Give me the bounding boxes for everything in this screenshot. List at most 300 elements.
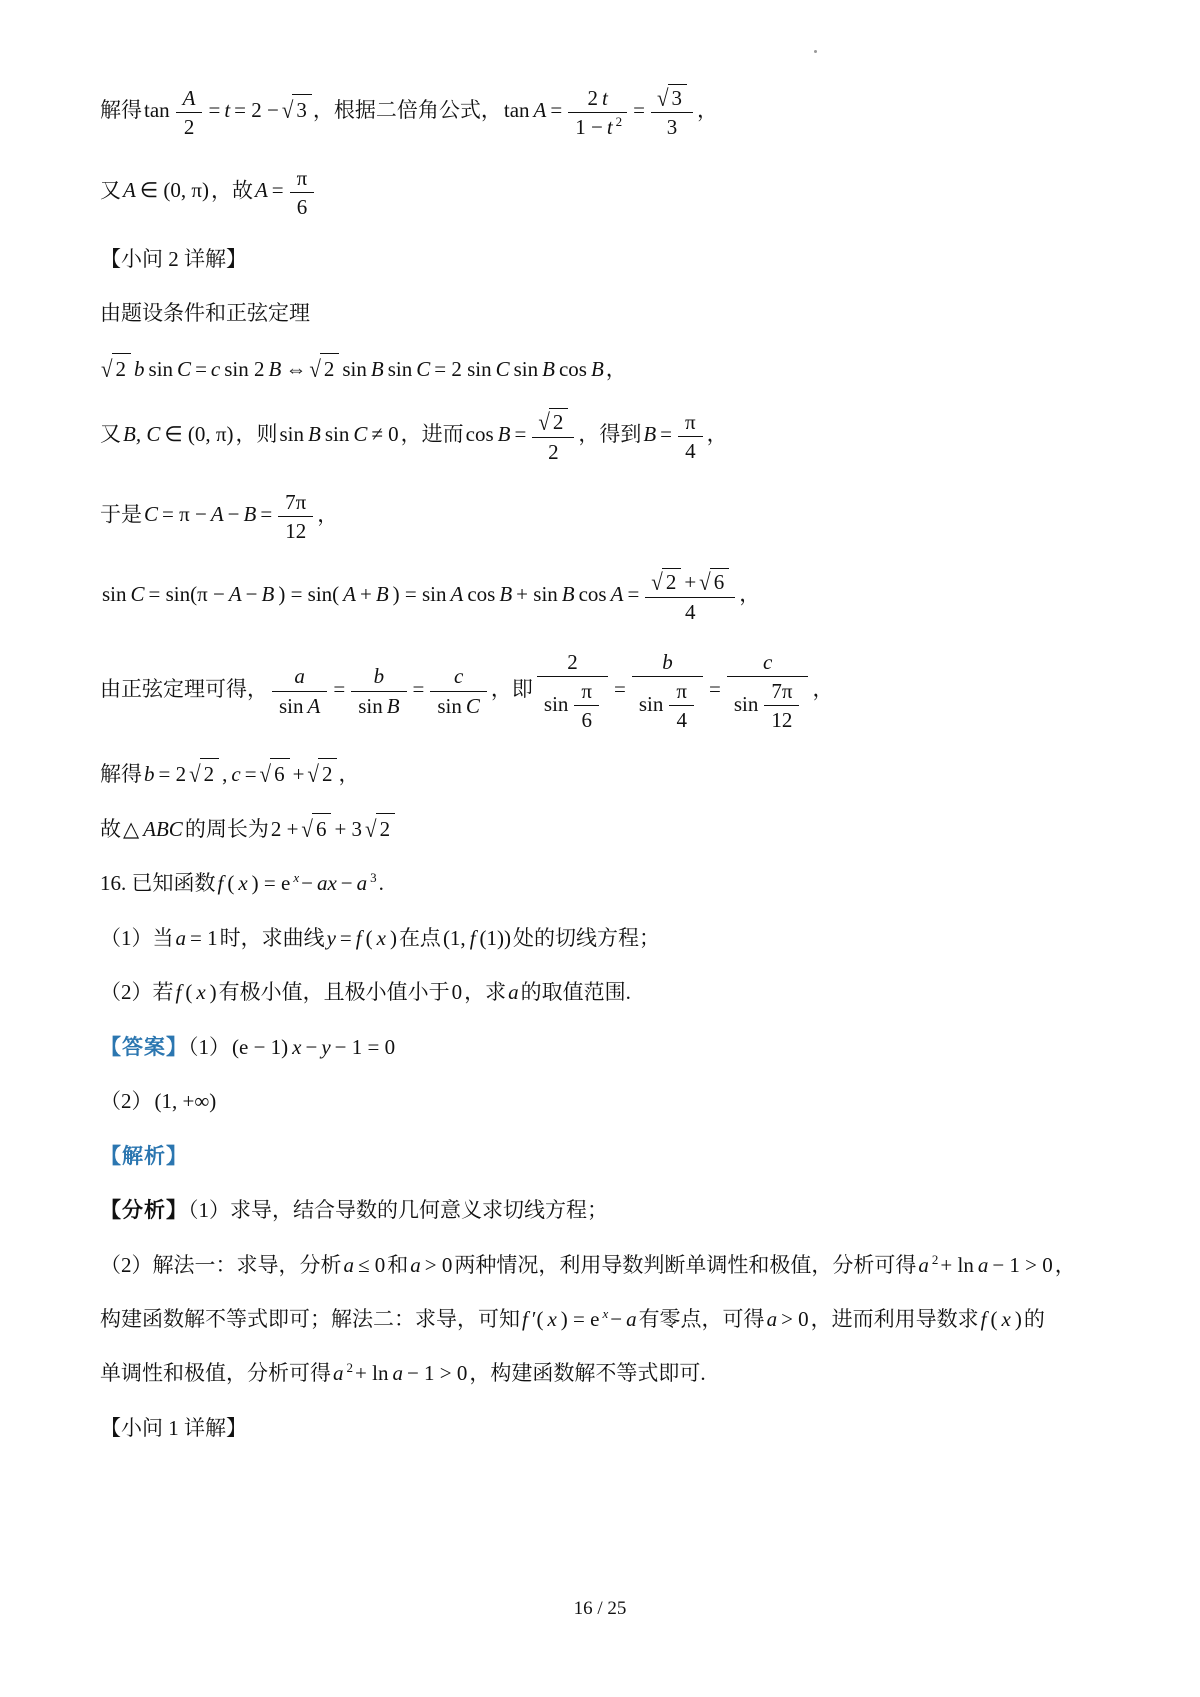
- radical-sign: √: [259, 760, 272, 787]
- math-operator: 12: [285, 519, 307, 544]
- math-variable: A: [210, 502, 224, 527]
- text-run: ，: [1054, 1252, 1076, 1277]
- math-variable: f: [217, 871, 224, 896]
- text-run: 时，求曲线: [219, 925, 325, 950]
- math-operator: 6: [274, 761, 285, 786]
- math-variable: C: [144, 502, 159, 527]
- fraction-denominator: [290, 193, 315, 220]
- radicand: [710, 568, 730, 595]
- math-operator: sin: [437, 693, 462, 718]
- math-fraction: [532, 408, 574, 465]
- math-operator: 2: [548, 439, 559, 464]
- fraction-numerator: [537, 649, 608, 677]
- fraction-numerator: [430, 663, 487, 691]
- math-operator: π: [296, 165, 308, 190]
- math-variable: f: [469, 925, 476, 950]
- text-run: ，求: [464, 980, 507, 1005]
- math-variable: B: [261, 582, 275, 607]
- math-operator: 2: [115, 356, 127, 381]
- radicand: [200, 758, 220, 789]
- math-operator: =: [260, 502, 273, 527]
- math-variable: f: [980, 1306, 987, 1331]
- math-operator: 4: [685, 439, 696, 464]
- math-operator: =: [633, 98, 646, 123]
- fraction-denominator: [568, 113, 627, 140]
- math-operator: =: [627, 582, 640, 607]
- math-operator: sin: [148, 356, 174, 381]
- math-variable: f: [522, 1306, 528, 1331]
- math-operator: 0: [451, 980, 463, 1005]
- math-fraction: [645, 568, 735, 625]
- math-operator: 2: [552, 410, 564, 435]
- fraction-numerator: [669, 678, 694, 706]
- fraction-numerator: [272, 663, 327, 691]
- math-operator: =: [271, 178, 284, 203]
- math-operator: −: [245, 582, 258, 607]
- math-operator: 3: [671, 86, 683, 110]
- radicand: [318, 758, 338, 789]
- fraction-denominator: [272, 692, 327, 719]
- radical-sign: √: [365, 815, 377, 843]
- math-operator: =: [412, 677, 425, 701]
- math-superscript: 2: [346, 1360, 354, 1376]
- fraction-numerator: [727, 649, 809, 677]
- text-run: 有极小值，且极小值小于: [218, 980, 450, 1005]
- math-operator: cos: [558, 356, 587, 381]
- math-operator: 7π: [771, 679, 793, 704]
- text-run: （1）当: [100, 925, 174, 950]
- math-fraction: [727, 649, 809, 734]
- math-operator: −: [301, 871, 313, 896]
- fraction-numerator: [568, 85, 627, 113]
- math-operator: > 0: [781, 1306, 809, 1331]
- math-variable: A: [123, 178, 136, 203]
- math-variable: a: [918, 1252, 929, 1277]
- answer-part-1: [100, 1032, 1108, 1062]
- math-variable: A: [228, 582, 242, 607]
- text-run: 16. 已知函数: [100, 871, 216, 896]
- math-operator: tan: [144, 98, 170, 123]
- math-variable: b: [662, 649, 673, 674]
- math-variable: ABC: [143, 817, 183, 841]
- math-operator: =: [709, 677, 721, 701]
- text-run: 【小问 1 详解】: [100, 1415, 247, 1440]
- math-variable: b: [134, 356, 145, 381]
- radical-sign: √: [281, 96, 294, 124]
- analysis-label: 【分析】: [100, 1198, 188, 1223]
- fraction-numerator: [290, 165, 315, 193]
- math-variable: B, C: [123, 422, 161, 447]
- math-operator: =: [660, 422, 673, 447]
- math-operator: △: [123, 817, 140, 841]
- math-variable: t: [224, 98, 231, 123]
- math-operator: π: [676, 679, 687, 704]
- text-run: （2）若: [100, 980, 174, 1005]
- math-fraction: [351, 663, 406, 719]
- math-sqrt: [282, 94, 312, 125]
- math-variable: x: [376, 925, 386, 950]
- math-variable: B: [370, 356, 384, 381]
- sin-c-expansion-line: [100, 568, 1108, 625]
- fraction-denominator: [532, 438, 574, 465]
- math-fraction: [651, 84, 693, 141]
- math-operator: ≤ 0: [358, 1252, 386, 1277]
- math-operator: sin: [279, 693, 304, 718]
- math-operator: sin: [638, 691, 664, 716]
- text-run: 又: [100, 422, 121, 447]
- fraction-numerator: [764, 678, 799, 706]
- math-variable: x: [292, 1034, 302, 1059]
- math-operator: sin: [543, 691, 569, 716]
- math-variable: t: [602, 85, 608, 110]
- math-fraction: [574, 678, 599, 734]
- math-variable: a: [766, 1306, 778, 1331]
- radicand: [270, 758, 290, 789]
- fraction-numerator: [574, 678, 599, 706]
- sine-equation-line: [100, 353, 1108, 384]
- math-operator: = 2 −: [234, 98, 279, 123]
- fraction-numerator: [176, 85, 203, 113]
- math-operator: ): [389, 925, 397, 950]
- math-variable: B: [308, 422, 321, 447]
- math-operator: 2: [587, 85, 599, 110]
- text-run: 的周长为: [184, 817, 269, 841]
- math-operator: +: [684, 570, 697, 595]
- math-operator: − 1 > 0: [406, 1361, 468, 1386]
- math-operator: 6: [713, 570, 725, 595]
- math-operator: ≠ 0: [371, 422, 399, 447]
- math-sqrt: [307, 758, 337, 789]
- math-superscript: x: [602, 1305, 609, 1321]
- math-operator: ∈ (0, π): [164, 422, 234, 447]
- math-operator: sin 2: [224, 356, 265, 381]
- math-variable: C: [353, 422, 368, 447]
- math-operator: 4: [684, 599, 696, 624]
- fraction-denominator: [727, 677, 809, 734]
- text-run: （2）: [100, 1089, 153, 1114]
- text-run: 于是: [100, 502, 142, 527]
- fraction-numerator: [532, 408, 574, 437]
- math-operator: sin: [513, 356, 539, 381]
- math-superscript: 3: [370, 870, 377, 886]
- math-operator: =: [550, 98, 563, 123]
- math-variable: B: [542, 356, 555, 381]
- math-sqrt: [651, 568, 681, 595]
- fraction-denominator: [351, 692, 406, 719]
- math-operator: + ln: [355, 1361, 389, 1386]
- text-run: ，: [605, 356, 627, 381]
- math-variable: b: [373, 664, 385, 689]
- analysis-part-2-method-1: [100, 1250, 1108, 1280]
- text-run: ，进而: [400, 422, 464, 447]
- radical-sign: √: [651, 568, 663, 596]
- math-variable: c: [453, 664, 464, 689]
- problem-16-part-2: [100, 977, 1108, 1007]
- math-variable: B: [499, 582, 513, 607]
- math-operator: π: [581, 679, 593, 704]
- math-operator: cos: [578, 582, 607, 607]
- math-variable: x: [1001, 1306, 1011, 1331]
- angle-c-line: [100, 489, 1108, 545]
- fraction-denominator: [537, 677, 608, 734]
- text-run: （1）求导，结合导数的几何意义求切线方程；: [188, 1198, 608, 1223]
- math-operator: +: [292, 761, 305, 786]
- math-operator: 6: [296, 194, 308, 219]
- page-number: 16 / 25: [573, 1598, 627, 1619]
- math-variable: B: [268, 356, 282, 381]
- stray-dot: [814, 50, 817, 53]
- math-operator: − 1 > 0: [992, 1252, 1053, 1277]
- math-variable: C: [177, 356, 192, 381]
- math-operator: ∈ (0, π): [139, 178, 209, 203]
- cos-b-line: [100, 408, 1108, 465]
- math-variable: B: [561, 582, 575, 607]
- math-variable: c: [762, 649, 773, 674]
- text-run: 和: [387, 1252, 409, 1277]
- text-run: ，: [697, 98, 719, 123]
- math-operator: 1 −: [575, 114, 603, 139]
- math-fraction: [272, 663, 327, 719]
- radicand: [112, 353, 132, 384]
- math-variable: c: [210, 356, 221, 381]
- math-sqrt: [189, 758, 219, 789]
- math-operator: ) = e: [560, 1306, 600, 1331]
- math-operator: =: [339, 925, 352, 950]
- radicand: [292, 94, 312, 125]
- text-run: ，: [812, 677, 834, 701]
- fraction-denominator: [651, 113, 693, 140]
- math-operator: (e − 1): [232, 1034, 289, 1059]
- text-run: （2）解法一：求导，分析: [100, 1252, 342, 1277]
- math-operator: = π −: [162, 502, 207, 527]
- fraction-denominator: [669, 706, 694, 733]
- math-operator: cos: [465, 422, 494, 447]
- text-run: 在点: [398, 925, 441, 950]
- math-fraction: [176, 85, 203, 141]
- text-run: ，构建函数解不等式即可.: [469, 1361, 706, 1386]
- math-operator: 2: [665, 570, 677, 595]
- math-variable: a: [333, 1361, 344, 1386]
- math-variable: A: [254, 178, 268, 203]
- math-variable: A: [533, 98, 547, 123]
- math-operator: =: [333, 677, 346, 701]
- analysis-part-1: [100, 1195, 1108, 1225]
- math-superscript: 2: [615, 113, 623, 129]
- math-variable: A: [450, 582, 464, 607]
- math-operator: tan: [503, 98, 530, 123]
- math-sqrt: [301, 813, 331, 844]
- math-fraction: [764, 678, 799, 734]
- math-operator: ) = e: [251, 871, 291, 896]
- math-operator: 12: [771, 708, 793, 733]
- math-operator: (1, +∞): [154, 1089, 217, 1114]
- math-operator: sin: [733, 691, 759, 716]
- math-operator: = sin(π −: [148, 582, 225, 607]
- text-run: 单调性和极值，分析可得: [100, 1361, 331, 1386]
- math-sqrt: [101, 353, 131, 384]
- math-variable: a: [175, 925, 186, 950]
- math-variable: C: [465, 693, 480, 718]
- math-variable: C: [416, 356, 431, 381]
- text-run: 【小问 2 详解】: [100, 247, 247, 271]
- radical-sign: √: [699, 568, 711, 596]
- answer-part-2: [100, 1086, 1108, 1116]
- radicand: [549, 408, 569, 435]
- text-run: ，得到: [578, 422, 642, 447]
- text-run: ，进而利用导数求: [810, 1306, 979, 1331]
- math-variable: t: [606, 114, 613, 139]
- fraction-denominator: [764, 706, 799, 733]
- math-operator: −: [305, 1034, 318, 1059]
- math-operator: −: [340, 871, 353, 896]
- text-run: 两种情况，利用导数判断单调性和极值，分析可得: [454, 1252, 917, 1277]
- math-variable: a: [977, 1252, 989, 1277]
- math-variable: y: [321, 1034, 331, 1059]
- fraction-numerator: [645, 568, 735, 597]
- math-operator: + 3: [334, 817, 363, 841]
- math-operator: + ln: [940, 1252, 974, 1277]
- b-c-values-line: [100, 758, 1108, 789]
- math-operator: ) = sin(: [278, 582, 340, 607]
- math-operator: + sin: [516, 582, 558, 607]
- math-operator: 6: [315, 817, 327, 841]
- text-run: ，故: [210, 178, 253, 203]
- math-fraction: [632, 649, 703, 734]
- radicand: [320, 353, 340, 384]
- text-run: 的: [1023, 1306, 1045, 1331]
- analysis-method-2-line-2: [100, 1358, 1108, 1388]
- math-variable: y: [326, 925, 336, 950]
- math-variable: a: [356, 871, 368, 896]
- radical-sign: √: [301, 815, 313, 843]
- document-body: [100, 84, 1108, 1467]
- math-variable: a: [508, 980, 519, 1005]
- math-variable: A: [610, 582, 624, 607]
- radicand: [668, 84, 688, 111]
- answer-label: 【解析】: [100, 1143, 188, 1168]
- problem-16-part-1: [100, 923, 1108, 953]
- math-operator: =: [614, 677, 626, 701]
- fraction-denominator: [574, 706, 599, 733]
- math-operator: 2: [379, 817, 391, 841]
- fraction-numerator: [651, 84, 693, 113]
- math-variable: f: [355, 925, 362, 950]
- fraction-denominator: [278, 517, 313, 544]
- radical-sign: √: [657, 84, 669, 112]
- math-operator: 2: [567, 649, 578, 674]
- math-variable: A: [182, 85, 196, 110]
- fraction-denominator: [430, 692, 487, 719]
- tan-half-angle-line: [100, 84, 1108, 141]
- analysis-header: [100, 1141, 1108, 1171]
- math-variable: a: [294, 664, 305, 689]
- text-run: 故: [100, 817, 121, 841]
- math-variable: B: [643, 422, 657, 447]
- fraction-denominator: [176, 113, 203, 140]
- fraction-numerator: [678, 409, 703, 437]
- math-operator: 2: [183, 114, 195, 139]
- math-operator: cos: [467, 582, 496, 607]
- math-fraction: [278, 489, 313, 545]
- sine-rule-intro-line: [100, 298, 1108, 328]
- math-operator: ) = sin: [392, 582, 447, 607]
- math-operator: = 1: [190, 925, 218, 950]
- math-operator: =: [208, 98, 221, 123]
- fraction-denominator: [645, 598, 735, 625]
- angle-a-result-line: [100, 165, 1108, 221]
- text-run: 有零点，可得: [638, 1306, 765, 1331]
- math-variable: A: [307, 693, 321, 718]
- math-operator: > 0: [424, 1252, 453, 1277]
- text-run: 解得: [100, 98, 142, 123]
- text-run: ，: [338, 761, 360, 786]
- math-variable: ax: [316, 871, 337, 896]
- text-run: ，: [706, 422, 728, 447]
- math-operator: (1,: [442, 925, 466, 950]
- math-variable: A: [343, 582, 356, 607]
- math-operator: sin: [342, 356, 367, 381]
- math-fraction: [669, 678, 694, 734]
- math-sqrt: [309, 353, 339, 384]
- math-operator: 2 +: [270, 817, 299, 841]
- math-operator: π: [685, 409, 696, 434]
- radical-sign: √: [309, 355, 321, 383]
- text-run: ，根据二倍角公式，: [312, 98, 502, 123]
- math-variable: C: [130, 582, 145, 607]
- math-operator: sin: [279, 422, 304, 447]
- math-variable: x: [238, 871, 248, 896]
- math-variable: x: [547, 1306, 557, 1331]
- text-run: 又: [100, 178, 121, 203]
- text-run: 由题设条件和正弦定理: [100, 301, 310, 326]
- math-superscript: 2: [931, 1251, 939, 1267]
- math-variable: f: [175, 980, 182, 1005]
- radical-sign: √: [101, 355, 113, 383]
- math-sqrt: [260, 758, 290, 789]
- math-operator: ′(: [531, 1306, 544, 1331]
- math-operator: 3: [666, 115, 678, 140]
- math-operator: (: [365, 925, 373, 950]
- math-operator: sin: [324, 422, 350, 447]
- math-operator: (1)): [479, 925, 512, 950]
- fraction-numerator: [351, 663, 406, 691]
- math-operator: .: [378, 871, 384, 896]
- math-operator: −: [610, 1306, 623, 1331]
- radicand: [376, 813, 396, 844]
- math-fraction: [568, 85, 627, 141]
- math-sqrt: [657, 84, 687, 111]
- answer-label: 【答案】: [100, 1034, 188, 1059]
- math-operator: 2: [323, 356, 335, 381]
- fraction-denominator: [632, 677, 703, 734]
- perimeter-result-line: [100, 813, 1108, 844]
- math-operator: 6: [581, 708, 592, 733]
- radicand: [312, 813, 332, 844]
- math-variable: C: [495, 356, 510, 381]
- text-run: ，: [739, 582, 761, 607]
- math-fraction: [678, 409, 703, 465]
- math-operator: +: [360, 582, 372, 607]
- math-variable: a: [410, 1252, 421, 1277]
- math-operator: =: [195, 356, 207, 381]
- fraction-numerator: [278, 489, 313, 517]
- text-run: 构建函数解不等式即可；解法二：求导，可知: [100, 1306, 520, 1331]
- math-operator: sin: [387, 356, 413, 381]
- math-variable: b: [144, 761, 155, 786]
- math-variable: a: [343, 1252, 354, 1277]
- analysis-method-2-line-1: [100, 1304, 1108, 1334]
- math-variable: c: [231, 761, 241, 786]
